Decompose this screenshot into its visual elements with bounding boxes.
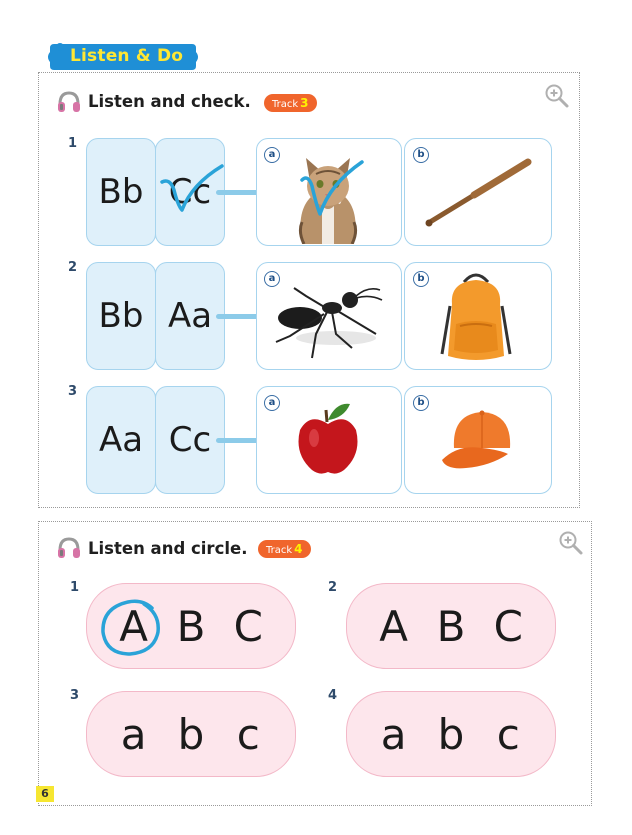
letter-option[interactable]: C <box>233 601 263 651</box>
track-label: Track <box>272 99 299 110</box>
option-a-label: a <box>264 271 280 287</box>
headphones-icon <box>56 536 82 564</box>
letter-card: Bb <box>86 138 156 246</box>
activity-heading: Listen and check. <box>88 92 251 111</box>
letter-option[interactable]: C <box>493 601 523 651</box>
letter-pill[interactable] <box>346 691 556 777</box>
item-number: 2 <box>328 580 338 595</box>
item-number: 1 <box>68 136 78 151</box>
circle-mark-icon <box>98 596 164 662</box>
item-number: 4 <box>328 688 338 703</box>
headphones-icon <box>56 90 82 118</box>
bat-image <box>424 156 532 232</box>
ant-image <box>272 284 384 366</box>
letter-card: Cc <box>155 386 225 494</box>
item-number: 1 <box>70 580 80 595</box>
zoom-in-icon[interactable] <box>558 530 584 560</box>
letter-card: Bb <box>86 262 156 370</box>
item-number: 3 <box>70 688 80 703</box>
letter-option[interactable]: b <box>177 709 205 759</box>
page-number: 6 <box>36 786 54 802</box>
option-a-label: a <box>264 147 280 163</box>
item-number: 2 <box>68 260 78 275</box>
check-mark-icon <box>156 160 228 222</box>
letter-card: Aa <box>86 386 156 494</box>
section-banner <box>48 42 198 72</box>
letter-option[interactable]: B <box>176 601 206 651</box>
track-number: 4 <box>294 542 303 556</box>
activity-heading: Listen and circle. <box>88 539 248 558</box>
letter-option[interactable]: a <box>120 709 147 759</box>
letter-option[interactable]: A <box>379 601 409 651</box>
letter-card: Cc <box>155 138 225 246</box>
letter-pill[interactable] <box>86 691 296 777</box>
letter-card: Aa <box>155 262 225 370</box>
option-a-label: a <box>264 395 280 411</box>
letter-option[interactable]: B <box>436 601 466 651</box>
letter-option[interactable]: c <box>236 709 260 759</box>
letter-option[interactable]: c <box>496 709 520 759</box>
letter-option[interactable]: b <box>437 709 465 759</box>
letter-option[interactable]: a <box>380 709 407 759</box>
letter-pill[interactable] <box>346 583 556 669</box>
track-label: Track <box>266 545 293 556</box>
option-b-label: b <box>413 271 429 287</box>
track-badge[interactable] <box>264 94 317 112</box>
apple-image <box>296 398 360 482</box>
track-number: 3 <box>300 96 309 110</box>
item-number: 3 <box>68 384 78 399</box>
section-title: Listen & Do <box>70 46 184 66</box>
check-mark-icon <box>298 158 366 224</box>
option-b-label: b <box>413 147 429 163</box>
track-badge[interactable] <box>258 540 311 558</box>
letter-option[interactable]: A <box>119 601 149 651</box>
zoom-in-icon[interactable] <box>544 83 570 113</box>
cap-image <box>438 404 518 478</box>
backpack-image <box>440 268 512 368</box>
option-b-label: b <box>413 395 429 411</box>
